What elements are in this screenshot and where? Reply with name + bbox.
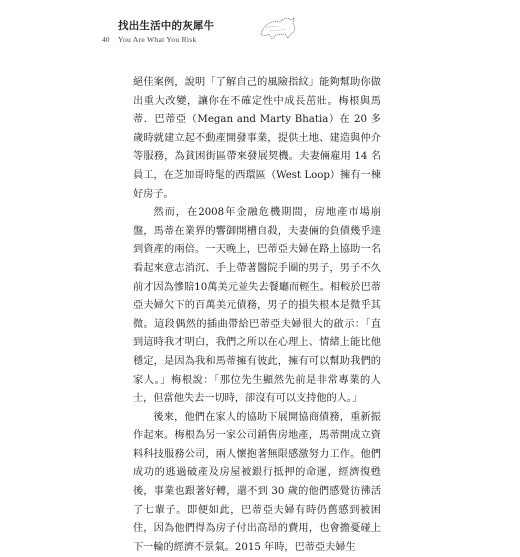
paragraph-recovery: 後來，他們在家人的協助下展開協商債務，重新振作起來。梅根為另一家公司銷售房地產，馬蒂開成立資料科技服務公司，兩人懷抱著無限感激努力工作。他們成功的逃過破產及房屋被銀行抵押的命運，經濟復甦後，事業也跟著好轉，還不到 30 歲的他們感覺彷彿活了七輩子。即便如此，巴蒂亞夫婦有時仍舊感到被困住，因為他們得為房子付出高昂的費用，也會擔憂碰上下一輪的經濟不景氣。2015 年時，巴蒂亞夫婦生 [133,411,381,553]
book-title: 找出生活中的灰犀牛 [118,20,215,32]
book-subtitle: You Are What You Risk [118,35,197,44]
paragraph-continuation: 絕佳案例，說明「了解自己的風險指紋」能夠幫助你做出重大改變，讓你在不確定性中成長茁壯。梅根與馬蒂．巴蒂亞（Megan and Marty Bhatia）在 20 多歲時就建立起不動產開發事業，提供土地、建造與仲介等服務，為貧困街區帶來發展契機。夫妻倆雇用 14 名員工，在芝加哥時髦的西環區（West Loop）擁有一棟好房子。 [133,77,381,200]
page-number: 40 [102,35,110,44]
running-head [102,14,308,54]
rhino-ornament-icon [258,14,298,42]
paragraph-crisis: 然而，在2008年金融危機期間，房地產市場崩盤，馬蒂在業界的響御開槽自殺，夫妻倆的負債幾乎達到資產的兩倍。一天晚上，巴蒂亞夫婦在路上協助一名看起來意志消沉、手上帶著醫院手圈的男子，男子不久前才因為慘賠10萬美元並失去餐廳而輕生。相較於巴蒂亞夫婦欠下的百萬美元債務，男子的損失根本是微乎其微。這段偶然的插曲帶給巴蒂亞夫婦很大的啟示：「直到這時我才明白，我們之所以在心理上、情緒上能比他穩定，是因為我和馬蒂擁有彼此，擁有可以幫助我們的家人。」梅根說：「那位先生顯然先前是非常專業的人士，但當他失去一切時，卻沒有可以支持他的人。」 [133,207,381,405]
body-text [133,74,381,557]
